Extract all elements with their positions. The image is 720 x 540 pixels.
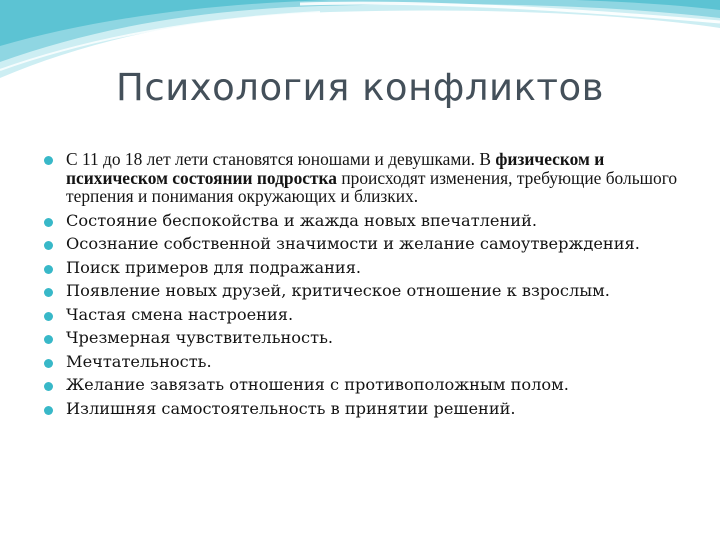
- list-item: [44, 150, 694, 206]
- list-item-text: Осознание собственной значимости и желание самоутверждения.: [66, 234, 640, 253]
- list-item: [44, 256, 694, 280]
- bullet-icon: [44, 335, 53, 344]
- bullet-icon: [44, 359, 53, 368]
- list-item-text: Состояние беспокойства и жажда новых впечатлений.: [66, 210, 538, 230]
- bullet-icon: [44, 156, 53, 165]
- list-item: [44, 303, 694, 327]
- list-item: [44, 279, 694, 303]
- bullet-icon: [44, 382, 53, 391]
- list-item: [44, 373, 694, 397]
- list-item-text: Излишняя самостоятельность в принятии решений.: [66, 398, 516, 418]
- list-item-text-continued: происходят изменения, требующие большого терпения и понимания окружающих и близких.: [66, 167, 678, 206]
- list-item-text: Чрезмерная чувствительность.: [66, 328, 334, 347]
- list-item-text: Поиск примеров для подражания.: [66, 257, 362, 277]
- list-item-text: С 11 до 18 лет лети становятся юношами и девушками. В: [66, 149, 496, 169]
- list-item-text: Мечтательность.: [66, 351, 212, 371]
- bullet-icon: [44, 218, 53, 227]
- list-item-bold-text: физическом и психическом состоянии подростка: [66, 149, 605, 188]
- bullet-icon: [44, 312, 53, 321]
- list-item-text: Появление новых друзей, критическое отношение к взрослым.: [66, 281, 610, 300]
- list-item: [44, 326, 694, 350]
- list-item: [44, 350, 694, 374]
- bullet-icon: [44, 265, 53, 274]
- list-item: [44, 232, 694, 256]
- bullet-icon: [44, 241, 53, 250]
- list-item: [44, 209, 694, 233]
- list-item: [44, 397, 694, 421]
- list-item-text: Частая смена настроения.: [66, 304, 294, 324]
- bullet-list: [44, 150, 694, 420]
- bullet-icon: [44, 406, 53, 415]
- bullet-icon: [44, 288, 53, 297]
- list-item-text: Желание завязать отношения с противоположным полом.: [66, 375, 569, 394]
- slide-title: Психология конфликтов: [116, 66, 604, 109]
